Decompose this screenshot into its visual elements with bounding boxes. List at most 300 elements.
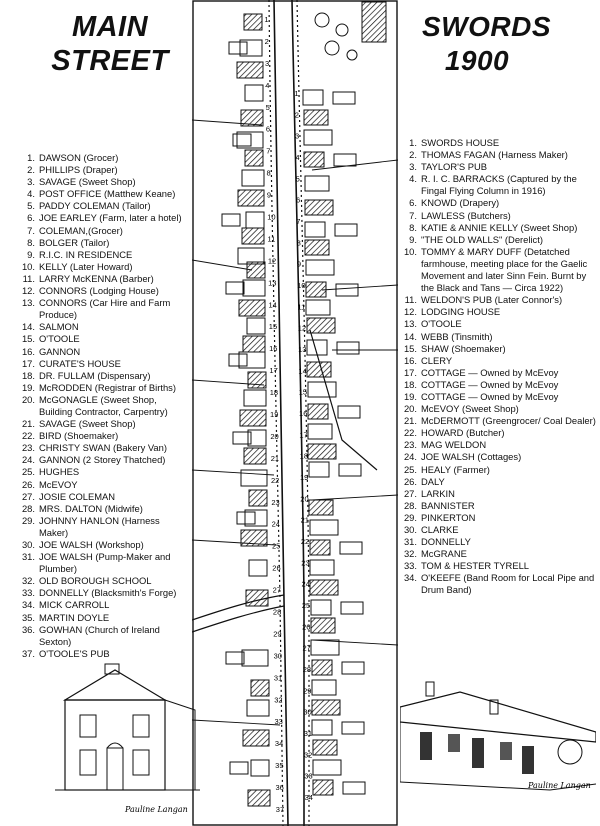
legend-entry — [18, 515, 190, 539]
legend-number: 23. — [21, 442, 35, 454]
map-number: 25 — [301, 601, 311, 610]
building — [229, 354, 247, 366]
legend-text: THOMAS FAGAN (Harness Maker) — [421, 149, 568, 161]
legend-number: 17. — [403, 366, 417, 378]
field-boundary — [192, 720, 280, 725]
legend-entry — [400, 161, 596, 173]
map-number: 3 — [295, 131, 300, 141]
map-number: 21 — [300, 515, 309, 525]
map-number: 9 — [296, 259, 302, 269]
legend-entry — [18, 249, 190, 261]
map-number: 27 — [302, 643, 311, 653]
map-number: 32 — [304, 750, 313, 760]
title-main: MAIN — [71, 11, 149, 43]
building — [244, 390, 266, 406]
legend-entry — [400, 464, 596, 476]
legend-text: WEBB (Tinsmith) — [421, 330, 493, 342]
legend-number: 12. — [21, 285, 35, 297]
legend-entry — [400, 391, 596, 403]
legend-number: 20. — [21, 393, 35, 405]
legend-entry — [400, 149, 596, 161]
legend-number: 9. — [409, 233, 417, 245]
building — [313, 740, 337, 755]
building — [303, 90, 323, 105]
legend-entry — [18, 370, 190, 382]
legend-entry — [18, 624, 190, 648]
building — [243, 280, 265, 296]
legend-entry — [400, 210, 596, 222]
swords-house-building — [362, 2, 386, 42]
building — [243, 336, 265, 352]
legend-entry — [400, 246, 596, 294]
building — [239, 300, 265, 316]
legend-number: 3. — [409, 161, 417, 173]
map-number: 15 — [298, 387, 308, 397]
building — [310, 540, 330, 555]
building — [307, 362, 331, 377]
legend-number: 12. — [403, 306, 417, 318]
trees — [315, 13, 357, 60]
legend-number: 32. — [403, 548, 417, 560]
legend-entry — [400, 536, 596, 548]
street-map — [192, 0, 398, 826]
building — [247, 318, 265, 334]
map-number: 37 — [275, 805, 285, 814]
building — [308, 404, 328, 419]
building — [237, 512, 255, 524]
legend-entry — [18, 273, 190, 285]
map-number: 3 — [264, 58, 270, 68]
building — [311, 640, 339, 655]
building — [247, 262, 265, 278]
map-number: 33 — [274, 717, 283, 727]
map-field-boundaries — [192, 120, 398, 725]
legend-number: 14. — [21, 321, 35, 333]
legend-text: COTTAGE — Owned by McEvoy — [421, 390, 559, 402]
map-number: 6 — [295, 195, 301, 205]
legend-text: HOWARD (Butcher) — [421, 427, 505, 439]
cottages-sketch — [400, 672, 596, 802]
building — [307, 318, 335, 333]
legend-entry — [18, 382, 190, 394]
legend-entry — [400, 197, 596, 209]
building — [249, 490, 267, 506]
building — [312, 680, 336, 695]
legend-number: 8. — [27, 236, 35, 248]
building — [338, 406, 360, 418]
legend-entry — [400, 355, 596, 367]
building — [242, 170, 264, 186]
river-2 — [192, 606, 284, 632]
legend-text: JOE WALSH (Cottages) — [421, 451, 522, 463]
legend-entry — [18, 648, 190, 660]
legend-entry — [18, 491, 190, 503]
legend-text: McDERMOTT (Greengrocer/ Coal Dealer) — [421, 415, 596, 427]
legend-text: CLARKE — [421, 524, 459, 535]
legend-number: 19. — [21, 381, 35, 393]
building — [242, 228, 264, 244]
building — [308, 424, 332, 439]
legend-entry — [18, 285, 190, 297]
legend-number: 15. — [21, 333, 35, 345]
legend-number: 20. — [403, 403, 417, 415]
legend-entry — [18, 454, 190, 466]
legend-text: JOSIE COLEMAN — [39, 490, 116, 502]
building — [306, 282, 326, 297]
map-number: 11 — [267, 234, 276, 244]
legend-entry — [400, 331, 596, 343]
building — [312, 700, 340, 715]
legend-text: DONNELLY (Blacksmith's Forge) — [39, 587, 177, 599]
map-number: 11 — [297, 302, 306, 312]
legend-text: LARKIN — [421, 487, 455, 499]
legend-number: 34. — [21, 599, 35, 611]
map-number: 30 — [303, 707, 312, 717]
legend-number: 26. — [403, 475, 417, 487]
sketch-right-signature: Pauline Langan — [528, 781, 591, 790]
legend-text: CONNORS (Lodging House) — [39, 285, 159, 297]
legend-text: LODGING HOUSE — [421, 306, 501, 318]
map-number: 4 — [295, 153, 300, 162]
legend-entry — [400, 306, 596, 318]
building — [308, 382, 336, 397]
map-number: 23 — [301, 558, 310, 568]
map-number: 34 — [274, 739, 284, 749]
legend-entry — [400, 488, 596, 500]
map-number: 29 — [303, 686, 312, 696]
building — [246, 590, 268, 606]
building — [241, 530, 267, 546]
map-number: 12 — [267, 256, 277, 266]
map-number: 19 — [299, 473, 309, 482]
map-number: 32 — [274, 695, 283, 705]
building — [245, 150, 263, 166]
map-number: 33 — [304, 771, 313, 781]
building — [240, 410, 266, 426]
map-number: 26 — [272, 563, 281, 573]
title-year: 1900 — [444, 45, 510, 76]
legend-number: 1. — [409, 137, 417, 148]
map-number: 21 — [270, 453, 280, 463]
building — [245, 85, 263, 101]
borough-school-sketch — [45, 660, 205, 825]
building — [313, 780, 333, 795]
map-number: 23 — [271, 497, 280, 507]
legend-text: TOM & HESTER TYRELL — [421, 560, 530, 572]
map-number: 28 — [272, 607, 282, 617]
legend-number: 14. — [403, 330, 417, 342]
map-number: 10 — [297, 281, 306, 290]
legend-text: MAG WELDON — [421, 439, 487, 451]
map-number: 16 — [269, 344, 278, 354]
legend-number: 33. — [21, 587, 35, 599]
legend-entry — [18, 587, 190, 599]
legend-number: 23. — [403, 439, 417, 451]
building — [305, 222, 325, 237]
building — [306, 260, 334, 275]
map-number: 14 — [298, 366, 307, 376]
left-legend-list — [18, 152, 190, 660]
building — [337, 342, 359, 354]
legend-text: MARTIN DOYLE — [39, 611, 110, 623]
legend-entry — [18, 479, 190, 491]
legend-text: DONNELLY — [421, 536, 471, 548]
map-number: 19 — [270, 410, 279, 419]
legend-entry — [18, 200, 190, 212]
building — [305, 176, 329, 191]
legend-text: McGRANE — [421, 548, 467, 560]
building — [342, 662, 364, 674]
legend-number: 9. — [27, 248, 35, 260]
field-boundary — [312, 640, 398, 645]
legend-number: 37. — [21, 647, 35, 659]
legend-entry — [400, 427, 596, 439]
legend-text: GOWHAN (Church of Ireland Sexton) — [39, 623, 160, 647]
building — [249, 560, 267, 576]
legend-text: SAVAGE (Sweet Shop) — [39, 418, 136, 430]
legend-number: 31. — [403, 536, 417, 548]
building — [251, 760, 269, 776]
legend-entry — [18, 575, 190, 587]
map-number: 9 — [266, 190, 272, 200]
legend-entry — [400, 343, 596, 355]
map-number: 22 — [271, 475, 280, 485]
map-number: 10 — [267, 212, 276, 222]
legend-number: 29. — [403, 511, 417, 523]
legend-text: SALMON — [39, 321, 79, 333]
legend-number: 6. — [409, 197, 417, 209]
legend-entry — [400, 294, 596, 306]
legend-text: DALY — [421, 475, 445, 487]
legend-entry — [18, 430, 190, 442]
building — [313, 760, 341, 775]
map-number: 17 — [299, 430, 308, 440]
legend-entry — [18, 503, 190, 515]
map-number: 17 — [269, 366, 278, 376]
legend-text: R.I.C. IN RESIDENCE — [39, 248, 133, 260]
legend-entry — [18, 261, 190, 273]
legend-entry — [400, 572, 596, 596]
map-number: 15 — [268, 322, 278, 332]
title-main-street — [50, 10, 170, 78]
map-number: 6 — [265, 124, 271, 134]
legend-number: 8. — [409, 221, 417, 233]
legend-number: 11. — [22, 272, 35, 284]
map-number: 31 — [303, 729, 313, 738]
building — [241, 470, 267, 486]
legend-entry — [400, 137, 596, 149]
map-number: 26 — [302, 622, 311, 632]
legend-number: 31. — [21, 551, 35, 563]
legend-entry — [18, 297, 190, 321]
building — [335, 224, 357, 236]
legend-text: TOMMY & MARY DUFF (Detatched farmhouse, meeting place for the Gaelic Movement and later Sinn Fein. Burnt by the Black and Tans — Circa 1922) — [421, 245, 588, 294]
legend-text: BIRD (Shoemaker) — [39, 430, 119, 442]
legend-text: MRS. DALTON (Midwife) — [39, 502, 143, 514]
legend-entry — [18, 188, 190, 200]
legend-text: JOHNNY HANLON (Harness Maker) — [39, 514, 160, 538]
building — [304, 110, 328, 125]
legend-entry — [18, 394, 190, 418]
legend-entry — [400, 234, 596, 246]
legend-entry — [400, 367, 596, 379]
legend-text: LARRY McKENNA (Barber) — [39, 272, 154, 284]
legend-number: 5. — [27, 200, 35, 212]
legend-entry — [400, 379, 596, 391]
building — [305, 200, 333, 215]
map-number: 34 — [304, 793, 313, 802]
building — [310, 560, 334, 575]
field-boundary — [192, 470, 274, 475]
legend-entry — [18, 358, 190, 370]
legend-entry — [400, 439, 596, 451]
legend-entry — [18, 539, 190, 551]
legend-entry — [18, 237, 190, 249]
legend-number: 34. — [403, 572, 417, 584]
legend-text: WELDON'S PUB (Later Connor's) — [421, 294, 563, 306]
building — [341, 602, 363, 614]
building — [251, 680, 269, 696]
legend-text: SWORDS HOUSE — [421, 137, 500, 148]
map-number: 13 — [268, 278, 277, 288]
map-number: 20 — [300, 494, 309, 504]
map-number: 27 — [272, 585, 281, 595]
legend-number: 15. — [403, 342, 417, 354]
building — [248, 372, 266, 388]
legend-entry — [400, 560, 596, 572]
legend-entry — [18, 466, 190, 478]
legend-text: MICK CARROLL — [39, 599, 110, 611]
legend-number: 27. — [403, 487, 417, 499]
building — [222, 214, 240, 226]
legend-number: 21. — [21, 418, 35, 430]
buildings-west-side — [222, 14, 270, 806]
legend-number: 18. — [21, 369, 35, 381]
building — [237, 62, 263, 78]
legend-number: 24. — [403, 451, 417, 463]
legend-number: 25. — [21, 466, 35, 478]
legend-entry — [400, 451, 596, 463]
legend-entry — [400, 403, 596, 415]
legend-text: KATIE & ANNIE KELLY (Sweet Shop) — [421, 221, 578, 233]
building — [241, 110, 263, 126]
right-legend-list — [400, 137, 596, 597]
legend-number: 11. — [404, 294, 417, 306]
building — [334, 154, 356, 166]
building — [339, 464, 361, 476]
legend-text: COTTAGE — Owned by McEvoy — [421, 366, 559, 378]
building — [311, 600, 331, 615]
legend-text: JOE WALSH (Workshop) — [39, 539, 144, 550]
building — [340, 542, 362, 554]
legend-text: POST OFFICE (Matthew Keane) — [39, 188, 176, 200]
map-number: 1 — [294, 89, 299, 98]
legend-text: OLD BOROUGH SCHOOL — [39, 575, 152, 587]
legend-text: O'TOOLE — [421, 318, 462, 330]
legend-text: JOE EARLEY (Farm, later a hotel) — [39, 212, 182, 224]
map-number: 29 — [273, 629, 282, 639]
map-number: 8 — [296, 238, 301, 248]
map-number: 36 — [275, 783, 284, 793]
map-number: 7 — [266, 146, 271, 156]
building — [312, 720, 332, 735]
legend-text: PINKERTON — [421, 511, 476, 523]
legend-entry — [18, 212, 190, 224]
map-number: 8 — [266, 168, 271, 178]
building — [230, 762, 248, 774]
map-number: 1 — [264, 15, 269, 24]
title-swords: SWORDS — [422, 11, 551, 42]
building — [306, 300, 330, 315]
legend-text: PHILLIPS (Draper) — [39, 164, 118, 176]
map-number: 5 — [295, 174, 300, 184]
map-number: 5 — [265, 102, 270, 112]
map-number: 28 — [302, 665, 312, 674]
legend-number: 16. — [21, 345, 35, 357]
legend-number: 30. — [403, 524, 417, 535]
building — [244, 14, 262, 30]
legend-text: CLERY — [421, 354, 453, 366]
legend-number: 32. — [21, 575, 35, 587]
legend-text: GANNON — [39, 345, 81, 357]
legend-number: 1. — [27, 152, 35, 163]
legend-text: JOE WALSH (Pump-Maker and Plumber) — [39, 551, 171, 575]
legend-entry — [400, 512, 596, 524]
legend-entry — [400, 548, 596, 560]
legend-number: 19. — [403, 390, 417, 402]
field-boundary — [312, 495, 398, 500]
legend-text: O'TOOLE — [39, 333, 80, 345]
legend-number: 16. — [403, 354, 417, 366]
map-number: 24 — [301, 579, 310, 589]
legend-number: 7. — [409, 209, 417, 221]
legend-number: 26. — [21, 478, 35, 490]
legend-text: SHAW (Shoemaker) — [421, 342, 506, 354]
legend-text: McRODDEN (Registrar of Births) — [39, 381, 176, 393]
building — [244, 448, 266, 464]
legend-number: 13. — [403, 318, 417, 330]
legend-entry — [400, 415, 596, 427]
title-swords-1900 — [422, 10, 551, 78]
legend-entry — [400, 222, 596, 234]
legend-number: 28. — [21, 502, 35, 514]
map-number: 2 — [264, 36, 269, 46]
map-number: 14 — [268, 300, 277, 310]
building — [229, 42, 247, 54]
legend-text: SAVAGE (Sweet Shop) — [39, 176, 136, 188]
legend-text: CURATE'S HOUSE — [39, 357, 121, 369]
legend-text: BOLGER (Tailor) — [39, 236, 110, 248]
legend-text: "THE OLD WALLS" (Derelict) — [421, 233, 543, 245]
legend-number: 30. — [21, 539, 35, 550]
legend-number: 17. — [21, 357, 35, 369]
legend-entry — [400, 476, 596, 488]
legend-entry — [400, 524, 596, 536]
field-boundary — [322, 285, 398, 290]
building — [233, 134, 251, 146]
building — [242, 650, 268, 666]
legend-number: 33. — [403, 560, 417, 572]
legend-number: 10. — [403, 245, 417, 257]
map-number: 30 — [273, 651, 282, 661]
legend-entry — [18, 442, 190, 454]
legend-text: COTTAGE — Owned by McEvoy — [421, 378, 559, 390]
legend-text: O'TOOLE'S PUB — [39, 647, 110, 659]
legend-entry — [18, 176, 190, 188]
legend-text: DR. FULLAM (Dispensary) — [39, 369, 151, 381]
legend-number: 25. — [403, 463, 417, 475]
legend-text: McEVOY (Sweet Shop) — [421, 403, 519, 415]
